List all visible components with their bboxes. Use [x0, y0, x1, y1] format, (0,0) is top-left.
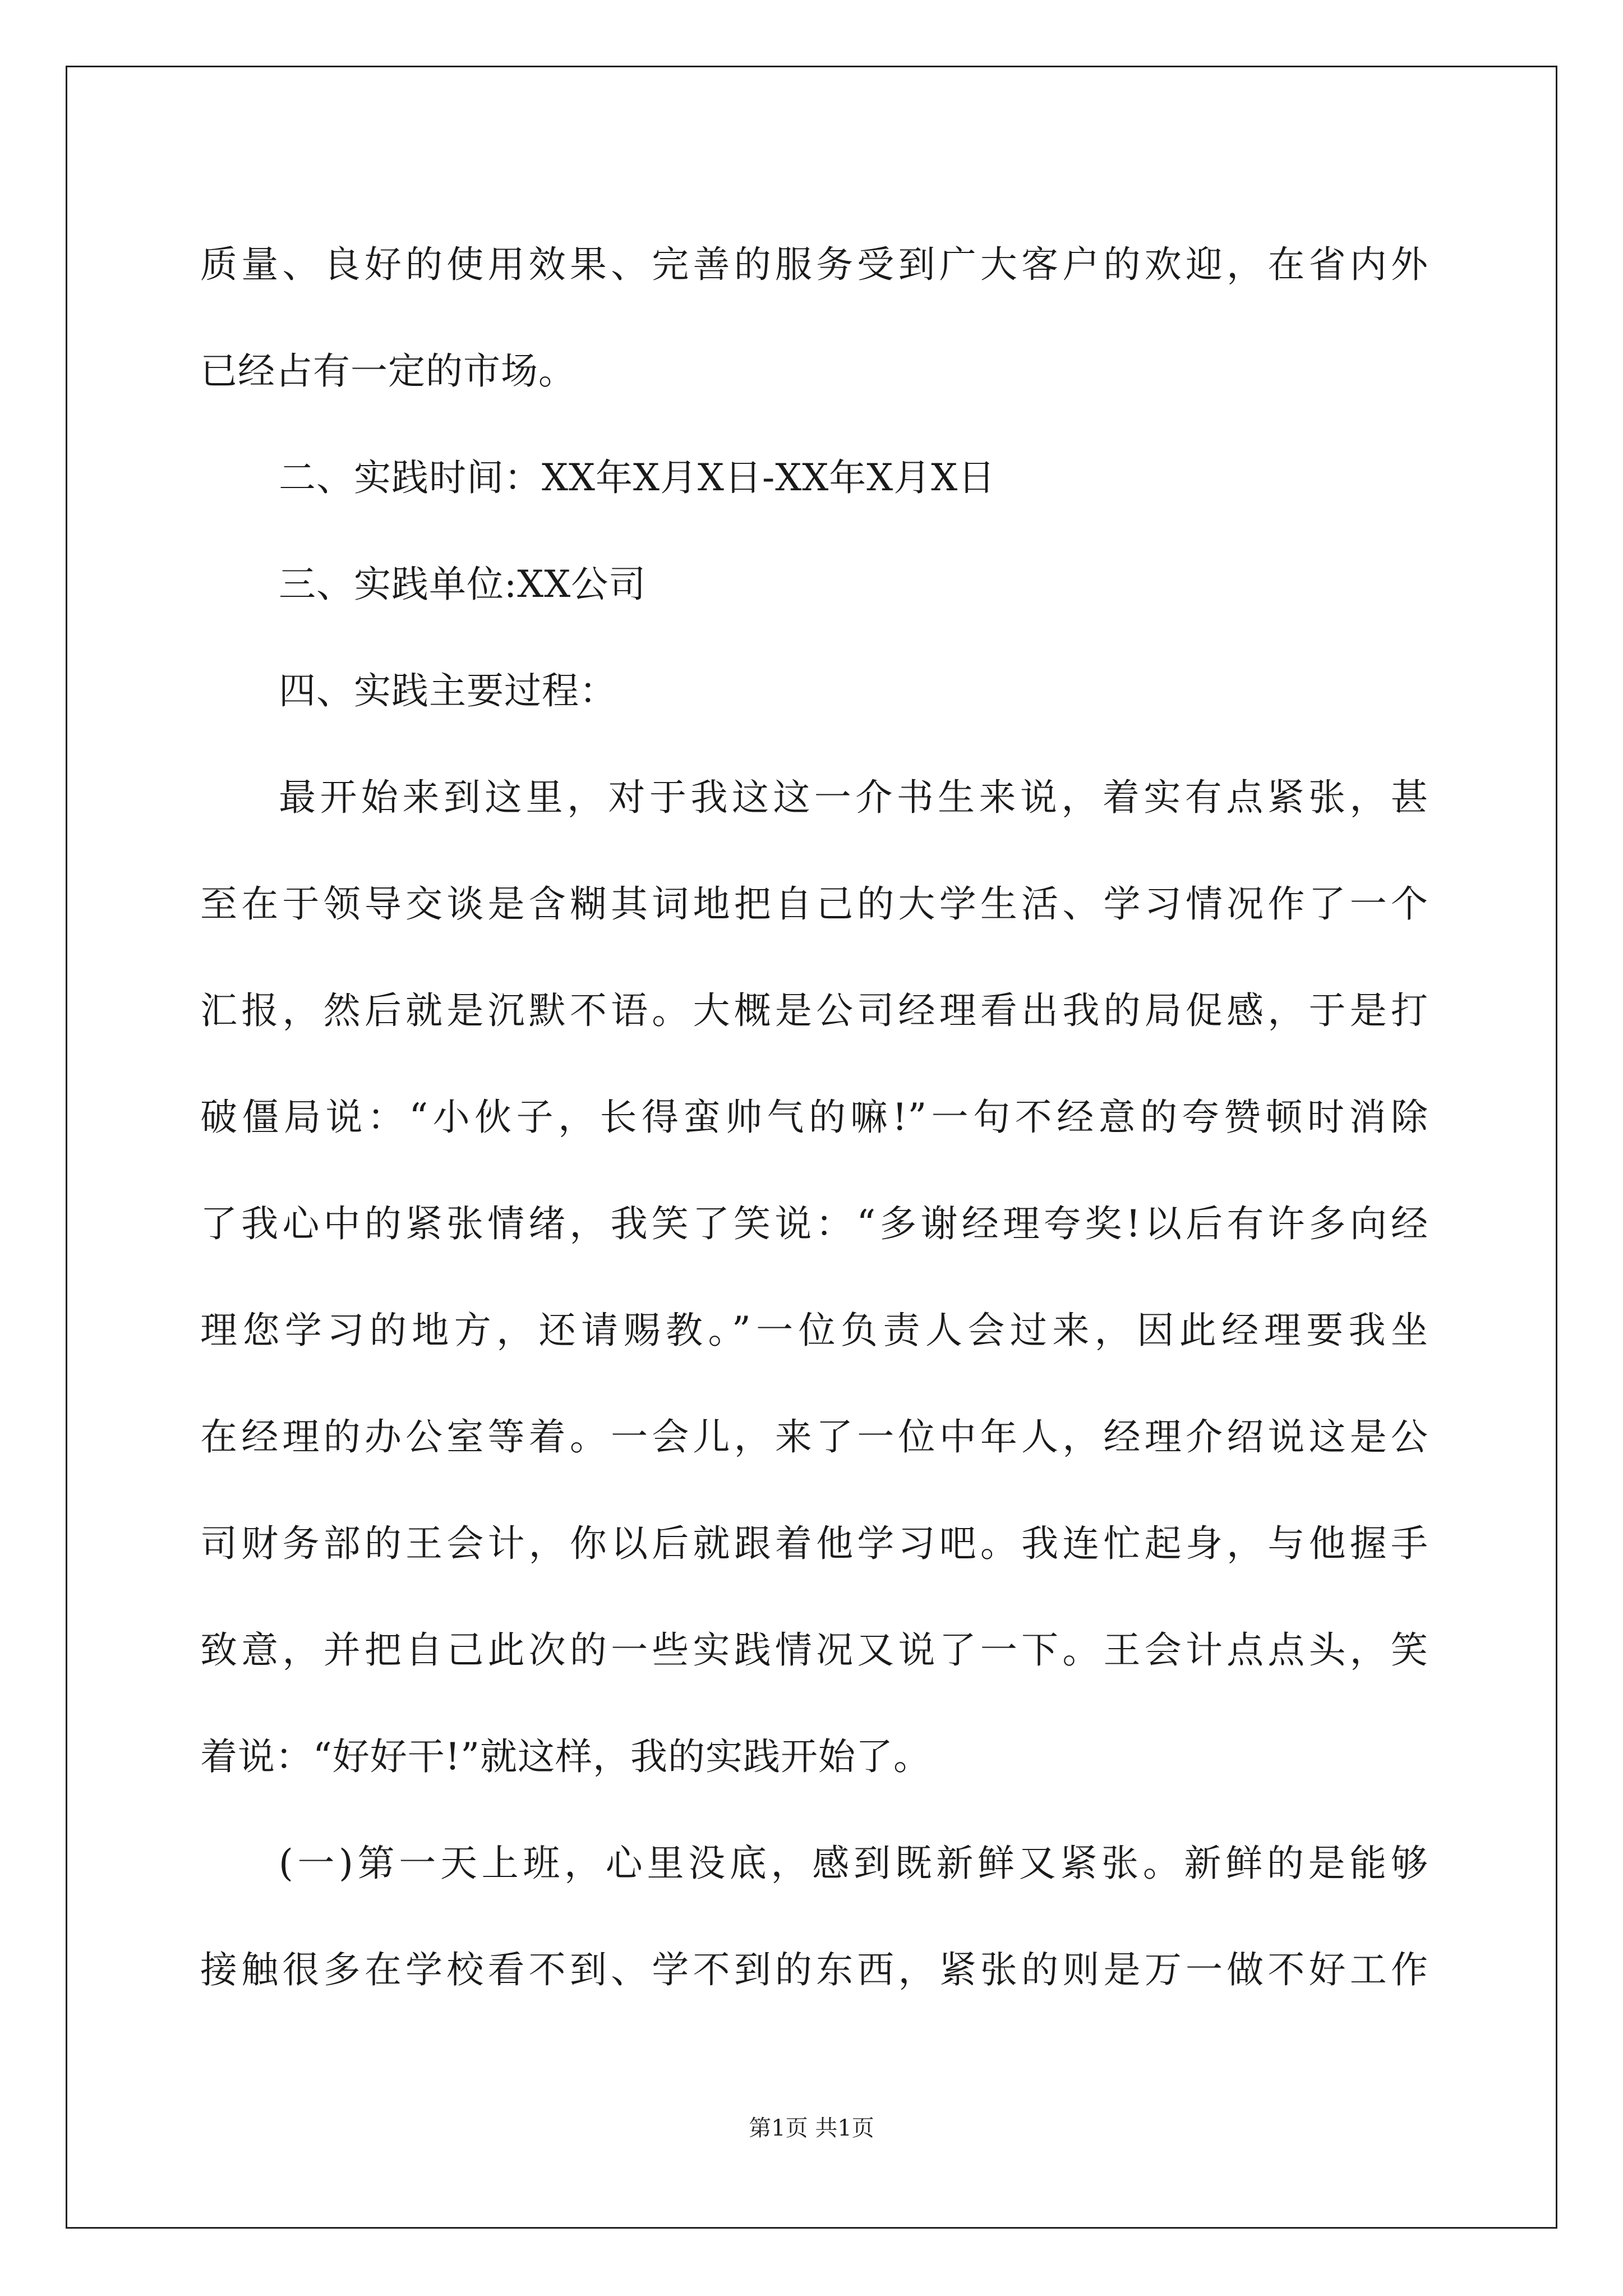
text-line-content: 质量、良好的使用效果、完善的服务受到广大客户的欢迎，在省内外 — [200, 242, 1428, 286]
text-line — [200, 1060, 1428, 1167]
text-line — [200, 527, 1428, 634]
text-line — [200, 740, 1428, 847]
text-line — [200, 1700, 1428, 1806]
text-line-content: 司财务部的王会计，你以后就跟着他学习吧。我连忙起身，与他握手 — [200, 1521, 1428, 1565]
text-line — [200, 1273, 1428, 1380]
text-line — [200, 1380, 1428, 1487]
text-line-content: 了我心中的紧张情绪，我笑了笑说：“多谢经理夸奖!以后有许多向经 — [200, 1202, 1428, 1245]
text-line-content: 致意，并把自己此次的一些实践情况又说了一下。王会计点点头，笑 — [200, 1628, 1428, 1672]
text-line — [200, 1806, 1428, 1913]
document-body — [200, 208, 1428, 2019]
text-line-content: 三、实践单位:XX公司 — [279, 562, 647, 606]
text-line-content: 汇报，然后就是沉默不语。大概是公司经理看出我的局促感，于是打 — [200, 988, 1428, 1032]
text-line — [200, 1167, 1428, 1273]
text-line — [200, 1593, 1428, 1700]
text-line-content: 破僵局说：“小伙子，长得蛮帅气的嘛!”一句不经意的夸赞顿时消除 — [200, 1095, 1428, 1139]
text-line-content: (一)第一天上班，心里没底，感到既新鲜又紧张。新鲜的是能够 — [279, 1841, 1428, 1885]
text-line-content: 四、实践主要过程： — [279, 669, 617, 712]
text-line — [200, 314, 1428, 421]
text-line — [200, 847, 1428, 954]
text-line-content: 最开始来到这里，对于我这这一介书生来说，着实有点紧张，甚 — [279, 775, 1428, 819]
text-line — [200, 1913, 1428, 2019]
text-line-content: 在经理的办公室等着。一会儿，来了一位中年人，经理介绍说这是公 — [200, 1415, 1428, 1458]
text-line — [200, 421, 1428, 527]
text-line-content: 着说：“好好干!”就这样，我的实践开始了。 — [200, 1734, 932, 1778]
page-footer: 第1页 共1页 — [749, 2115, 874, 2141]
text-line-content: 接触很多在学校看不到、学不到的东西，紧张的则是万一做不好工作 — [200, 1948, 1428, 1991]
text-line — [200, 634, 1428, 740]
text-line-content: 至在于领导交谈是含糊其词地把自己的大学生活、学习情况作了一个 — [200, 882, 1428, 926]
text-line-content: 已经占有一定的市场。 — [200, 349, 576, 393]
text-line — [200, 208, 1428, 314]
text-line — [200, 1487, 1428, 1593]
text-line-content: 二、实践时间：XX年X月X日-XX年X月X日 — [279, 455, 996, 499]
text-line-content: 理您学习的地方，还请赐教。”一位负责人会过来，因此经理要我坐 — [200, 1308, 1428, 1352]
text-line — [200, 954, 1428, 1060]
